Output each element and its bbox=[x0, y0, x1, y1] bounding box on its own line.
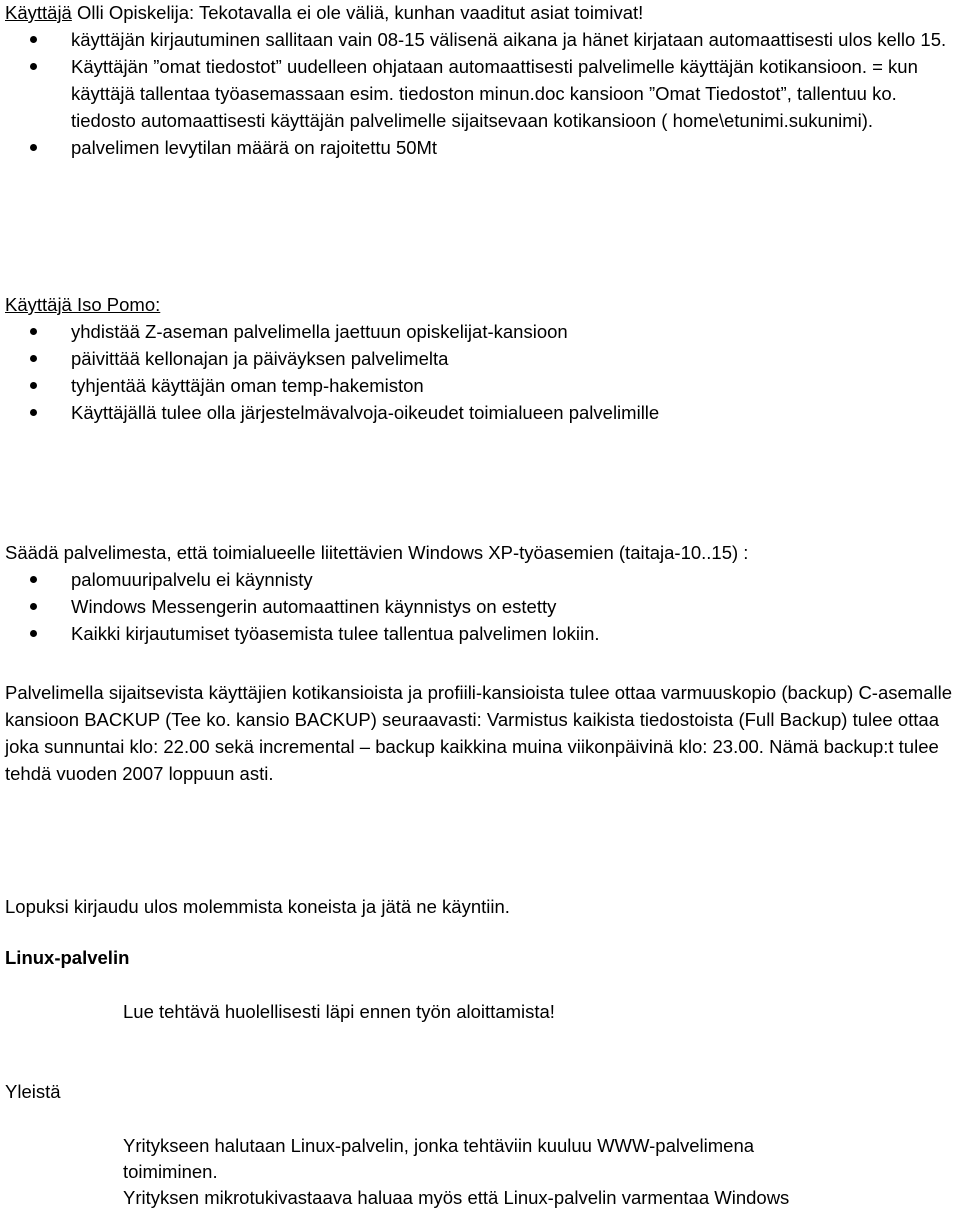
general-line: toimiminen. bbox=[123, 1161, 218, 1182]
list-item: palomuuripalvelu ei käynnisty bbox=[30, 566, 960, 593]
list-item: Käyttäjällä tulee olla järjestelmävalvoja-oikeudet toimialueen palvelimille bbox=[30, 399, 960, 426]
list-item: Windows Messengerin automaattinen käynnistys on estetty bbox=[30, 593, 960, 620]
user-name: Olli Opiskelija: bbox=[77, 2, 195, 23]
logout-instruction: Lopuksi kirjaudu ulos molemmista koneista ja jätä ne käyntiin. bbox=[5, 896, 510, 917]
xp-heading: Säädä palvelimesta, että toimialueelle liitettävien Windows XP-työasemien (taitaja-10..15) : bbox=[5, 542, 749, 563]
list-item: tyhjentää käyttäjän oman temp-hakemiston bbox=[30, 372, 960, 399]
pomo-heading: Käyttäjä Iso Pomo: bbox=[5, 294, 161, 315]
list-item: päivittää kellonajan ja päiväyksen palvelimelta bbox=[30, 345, 960, 372]
list-item: Käyttäjän ”omat tiedostot” uudelleen ohjataan automaattisesti palvelimelle käyttäjän kotikansioon. = kun käyttäjä tallentaa työasemassaan esim. tiedoston minun.doc kansioon ”Omat Tiedostot”, tallentuu ko. tiedosto automaattisesti käyttäjän palvelimelle sijaitsevaan kotikansioon ( home\etunimi.sukunimi). bbox=[30, 53, 960, 134]
linux-instruction: Lue tehtävä huolellisesti läpi ennen työn aloittamista! bbox=[123, 1001, 555, 1022]
pomo-list bbox=[30, 318, 960, 426]
xp-list bbox=[30, 566, 960, 647]
general-line: Yrityksen mikrotukivastaava haluaa myös että Linux-palvelin varmentaa Windows bbox=[123, 1187, 790, 1208]
linux-heading: Linux-palvelin bbox=[5, 947, 130, 968]
list-item: Kaikki kirjautumiset työasemista tulee tallentua palvelimen lokiin. bbox=[30, 620, 960, 647]
user-label: Käyttäjä bbox=[5, 2, 72, 23]
olli-requirements-list bbox=[30, 26, 960, 161]
list-item: käyttäjän kirjautuminen sallitaan vain 08-15 välisenä aikana ja hänet kirjataan automaattisesti ulos kello 15. bbox=[30, 26, 960, 53]
backup-paragraph: Palvelimella sijaitsevista käyttäjien kotikansioista ja profiili-kansioista tulee ottaa varmuuskopio (backup) C-asemalle kansioon BACKUP (Tee ko. kansio BACKUP) seuraavasti: Varmistus kaikista tiedostoista (Full Backup) tulee ottaa joka sunnuntai klo: 22.00 sekä incremental – backup kaikkina muina viikonpäivinä klo: 23.00. Nämä backup:t tulee tehdä vuoden 2007 loppuun asti. bbox=[5, 682, 953, 784]
list-item: yhdistää Z-aseman palvelimella jaettuun opiskelijat-kansioon bbox=[30, 318, 960, 345]
list-item: palvelimen levytilan määrä on rajoitettu 50Mt bbox=[30, 134, 960, 161]
olli-note: Tekotavalla ei ole väliä, kunhan vaaditut asiat toimivat! bbox=[199, 2, 644, 23]
olli-header bbox=[5, 0, 643, 26]
general-heading: Yleistä bbox=[5, 1081, 61, 1102]
general-line: Yritykseen halutaan Linux-palvelin, jonka tehtäviin kuuluu WWW-palvelimena bbox=[123, 1135, 755, 1156]
